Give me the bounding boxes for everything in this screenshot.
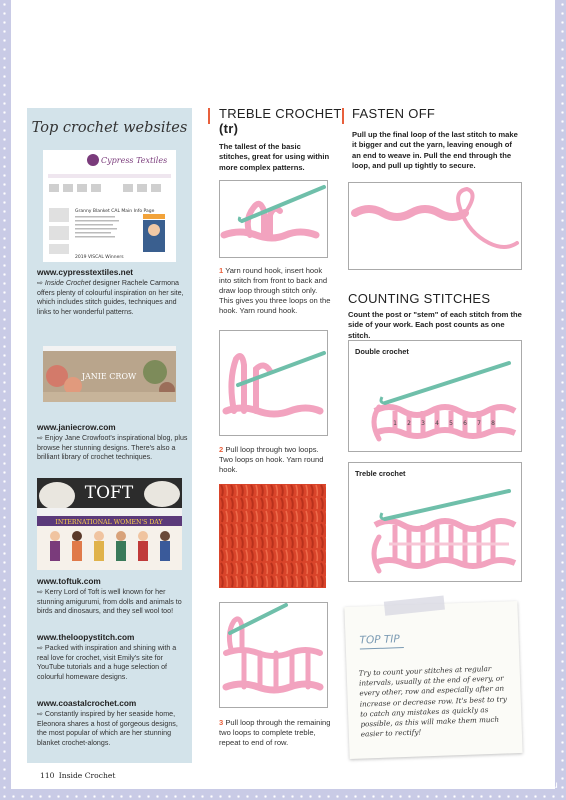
page-footer: [40, 771, 115, 780]
svg-text:4: 4: [435, 420, 439, 427]
double-crochet-diagram: [348, 340, 522, 452]
fasten-heading: FASTEN OFF: [352, 106, 436, 121]
counting-heading: COUNTING STITCHES: [348, 291, 491, 306]
fasten-off-diagram: [348, 182, 522, 270]
top-tip-text: Try to count your stitches at regular intervals, usually at the end of every, or every other, row and especially after an increase or decrease row. It's best to try to catch any mistakes as quickly as possible, as this will make them much easier to rectify!: [358, 663, 508, 739]
treble-step-3: 3 Pull loop through the remaining two loops to complete treble, repeat to end of row.: [219, 718, 331, 747]
svg-text:7: 7: [477, 420, 481, 427]
site-desc-cypress: ⇨ Inside Crochet designer Rachele Carmona offers plenty of colourful inspiration on her site, which includes stitch guides, techniques and links to her wonderful patterns.: [37, 279, 184, 316]
janiecrow-logo: JANIE CROW: [81, 372, 137, 381]
fasten-text: Pull up the final loop of the last stitch to make it bigger and cut the yarn, leaving enough of an end to weave in. Pull the end through the loop, and pull up tightly to secure.: [352, 130, 518, 171]
treble-crochet-label: Treble crochet: [355, 469, 406, 478]
svg-text:2: 2: [407, 420, 411, 427]
top-tip-title: TOP TIP: [359, 633, 400, 647]
page-number: 110: [40, 771, 55, 780]
svg-text:8: 8: [491, 420, 495, 427]
treble-heading-abbr: (tr): [219, 121, 239, 136]
treble-heading: TREBLE CROCHET: [219, 106, 342, 121]
top-tip-underline: [360, 647, 404, 650]
toft-logo: TOFT: [84, 483, 134, 503]
treble-step2-diagram: [219, 330, 328, 436]
site-desc-janiecrow: ⇨ Enjoy Jane Crowfoot's inspirational blog, plus browse her stunning designs. There's also a brilliant library of crochet techniques.: [37, 434, 188, 462]
svg-text:1: 1: [393, 420, 397, 427]
counting-text: Count the post or "stem" of each stitch from the side of your work. Each post counts as one stitch.: [348, 310, 522, 340]
treble-step-1: 1 Yarn round hook, insert hook into stitch from front to back and draw loop through stitch only. This gives you three loops on the hook. Yarn round hook.: [219, 266, 331, 315]
watermark: PassionForum.ru: [475, 780, 558, 791]
site-link-toft[interactable]: www.toftuk.com: [37, 576, 101, 586]
magazine-name: Inside Crochet: [58, 771, 116, 780]
svg-text:6: 6: [463, 420, 467, 427]
toft-website-screenshot: [37, 478, 182, 570]
treble-step3-diagram: [219, 602, 328, 708]
cypress-website-screenshot: [43, 150, 176, 262]
site-link-loopystitch[interactable]: www.theloopystitch.com: [37, 632, 135, 642]
double-crochet-label: Double crochet: [355, 347, 409, 356]
treble-intro: The tallest of the basic stitches, great for using within more complex patterns.: [219, 142, 330, 172]
svg-text:3: 3: [421, 420, 425, 427]
treble-step-2: 2 Pull loop through two loops. Two loops on hook. Yarn round hook.: [219, 445, 324, 474]
site-link-coastalcrochet[interactable]: www.coastalcrochet.com: [37, 698, 137, 708]
svg-text:5: 5: [449, 420, 453, 427]
cypress-badge: 2019 VISCAL Winners: [75, 255, 124, 260]
sidebar-title: Top crochet websites: [31, 120, 188, 136]
janiecrow-website-screenshot: [43, 346, 176, 402]
site-link-cypress[interactable]: www.cypresstextiles.net: [37, 267, 134, 277]
site-link-janiecrow[interactable]: www.janiecrow.com: [37, 422, 116, 432]
top-tip-note: [344, 601, 522, 759]
treble-crochet-diagram: [348, 462, 522, 582]
sidebar-top-websites: [27, 108, 192, 763]
site-desc-loopystitch: ⇨ Packed with inspiration and shining with a real love for crochet, visit Emily's site for YouTube tutorials and a huge selection of colourful homeware designs.: [37, 644, 177, 681]
treble-rule: [208, 108, 210, 124]
fasten-rule: [342, 108, 344, 124]
treble-swatch-photo: [219, 484, 326, 588]
cypress-post-title: Granny Blanket CAL Main Info Page: [75, 209, 155, 214]
treble-step1-diagram: [219, 180, 328, 258]
site-desc-coastalcrochet: ⇨ Constantly inspired by her seaside home, Eleonora shares a host of gorgeous designs, the most popular of which are her stunning blanket crochet-alongs.: [37, 710, 178, 747]
cypress-logo: Cypress Textiles: [101, 156, 168, 165]
site-desc-toft: ⇨ Kerry Lord of Toft is well known for her stunning amigurumi, from dolls and animals to birds and dinosaurs, and they sell wool too!: [37, 588, 182, 616]
toft-banner: INTERNATIONAL WOMEN'S DAY: [55, 519, 163, 526]
